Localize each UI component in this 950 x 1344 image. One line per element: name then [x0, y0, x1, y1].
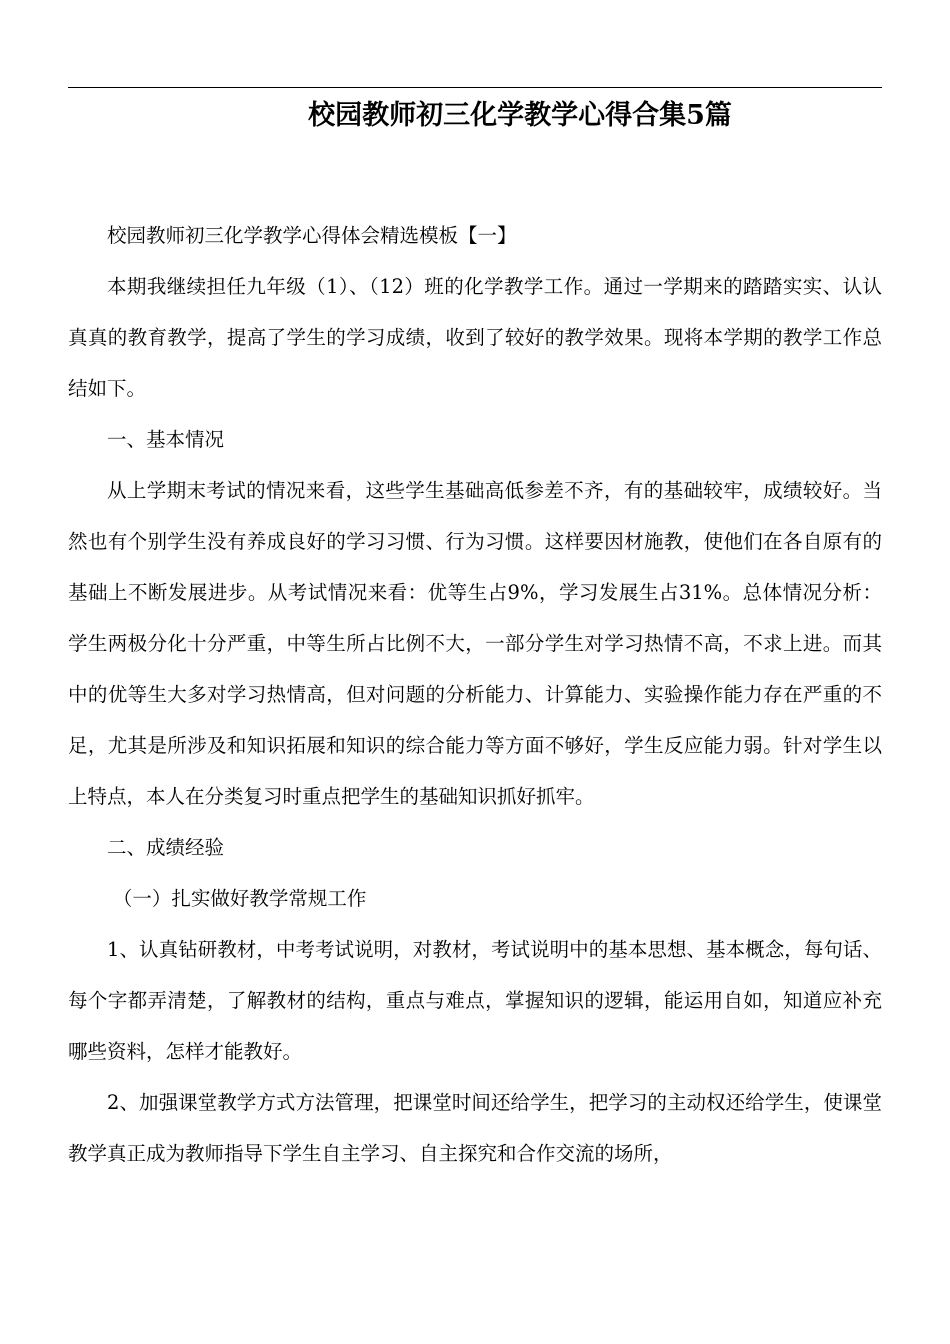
subheading-routine-work: （一）扎实做好教学常规工作 [112, 887, 367, 910]
paragraph-item-2: 2、加强课堂教学方式方法管理，把课堂时间还给学生，把学习的主动权还给学生，使课堂教学真正成为教师指导下学生自主学习、自主探究和合作交流的场所， [68, 1091, 882, 1165]
document-body [68, 210, 882, 1179]
document-title: 校园教师初三化学教学心得合集5篇 [308, 100, 732, 131]
header-rule [68, 87, 882, 88]
section-heading-basic-situation: 一、基本情况 [107, 428, 225, 451]
paragraph-intro: 本期我继续担任九年级（1）、（12）班的化学教学工作。通过一学期来的踏踏实实、认认真真的教育教学，提高了学生的学习成绩，收到了较好的教学效果。现将本学期的教学工作总结如下。 [68, 275, 882, 400]
paragraph-item-1: 1、认真钻研教材，中考考试说明，对教材，考试说明中的基本思想、基本概念，每句话、每个字都弄清楚，了解教材的结构，重点与难点，掌握知识的逻辑，能运用自如，知道应补充哪些资料，怎样才能教好。 [68, 938, 882, 1063]
paragraph-basic-situation: 从上学期末考试的情况来看，这些学生基础高低参差不齐，有的基础较牢，成绩较好。当然也有个别学生没有养成良好的学习习惯、行为习惯。这样要因材施教，使他们在各自原有的基础上不断发展进步。从考试情况来看：优等生占9%，学习发展生占31%。总体情况分析：学生两极分化十分严重，中等生所占比例不大，一部分学生对学习热情不高，不求上进。而其中的优等生大多对学习热情高，但对问题的分析能力、计算能力、实验操作能力存在严重的不足，尤其是所涉及和知识拓展和知识的综合能力等方面不够好，学生反应能力弱。针对学生以上特点，本人在分类复习时重点把学生的基础知识抓好抓牢。 [68, 479, 882, 808]
section-heading-template-1: 校园教师初三化学教学心得体会精选模板【一】 [107, 224, 517, 247]
section-heading-experience: 二、成绩经验 [107, 836, 225, 859]
